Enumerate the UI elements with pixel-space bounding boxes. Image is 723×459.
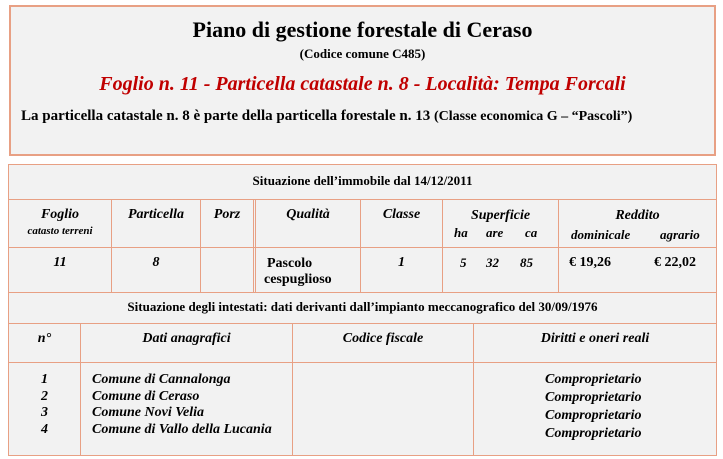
col-particella: Particella (128, 207, 184, 222)
row-divider (9, 292, 716, 293)
col-porz: Porz (213, 207, 241, 222)
row-divider (9, 323, 716, 324)
cell-qualita-line2: cespuglioso (264, 272, 332, 287)
cell-dominicale: € 19,26 (569, 255, 611, 270)
col-superficie: Superficie (470, 208, 531, 223)
property-title: Situazione dell’immobile dal 14/12/2011 (252, 173, 473, 188)
municipality-code: (Codice comune C485) (299, 46, 426, 61)
document-title: Piano di gestione forestale di Ceraso (192, 17, 533, 42)
col-qualita: Qualità (286, 207, 330, 222)
col-sup-are: are (486, 225, 504, 240)
col-sup-ha: ha (454, 225, 468, 240)
parcel-note (21, 108, 632, 125)
col-foglio-sub: catasto terreni (27, 225, 93, 237)
parcel-note-main: La particella catastale n. 8 è parte della particella forestale n. 13 (21, 108, 431, 124)
cell-ca: 85 (520, 255, 533, 270)
owner-right: Comproprietario (545, 426, 642, 441)
owner-name: Comune di Ceraso (92, 389, 200, 404)
col-classe: Classe (382, 207, 421, 222)
col-reddito: Reddito (615, 208, 660, 223)
col-codice-fiscale: Codice fiscale (342, 331, 424, 346)
col-n: n° (37, 331, 52, 346)
col-divider (253, 200, 254, 292)
cell-are: 32 (486, 255, 499, 270)
col-agrario: agrario (660, 227, 700, 242)
owner-right: Comproprietario (545, 372, 642, 387)
owners-title: Situazione degli intestati: dati derivanti dall’impianto meccanografico del 30/09/1976 (127, 299, 598, 314)
cell-foglio: 11 (53, 255, 67, 270)
owner-n: 1 (41, 372, 48, 387)
owner-name: Comune di Vallo della Lucania (92, 422, 272, 437)
col-diritti: Diritti e oneri reali (540, 331, 650, 346)
cell-ha: 5 (460, 255, 467, 270)
cell-classe: 1 (398, 255, 405, 270)
owner-n: 2 (41, 389, 48, 404)
row-divider (9, 247, 716, 248)
owner-n: 4 (41, 422, 48, 437)
owner-name: Comune Novi Velia (92, 405, 205, 420)
cell-particella: 8 (152, 255, 160, 270)
owner-right: Comproprietario (545, 390, 642, 405)
col-dati-anagrafici: Dati anagrafici (142, 331, 231, 346)
owner-name: Comune di Cannalonga (92, 372, 231, 387)
row-divider (9, 362, 716, 363)
col-foglio: Foglio (40, 207, 80, 222)
row-divider (9, 199, 716, 200)
cell-agrario: € 22,02 (654, 255, 696, 270)
owner-n: 3 (41, 405, 48, 420)
col-dominicale: dominicale (571, 227, 631, 242)
owner-right: Comproprietario (545, 408, 642, 423)
cell-qualita-line1: Pascolo (267, 256, 313, 271)
header-box (9, 5, 716, 156)
col-sup-ca: ca (525, 225, 538, 240)
parcel-line: Foglio n. 11 - Particella catastale n. 8 - Località: Tempa Forcali (99, 73, 626, 95)
cadastral-table (8, 164, 717, 456)
parcel-note-class: (Classe economica G – “Pascoli”) (433, 109, 633, 124)
